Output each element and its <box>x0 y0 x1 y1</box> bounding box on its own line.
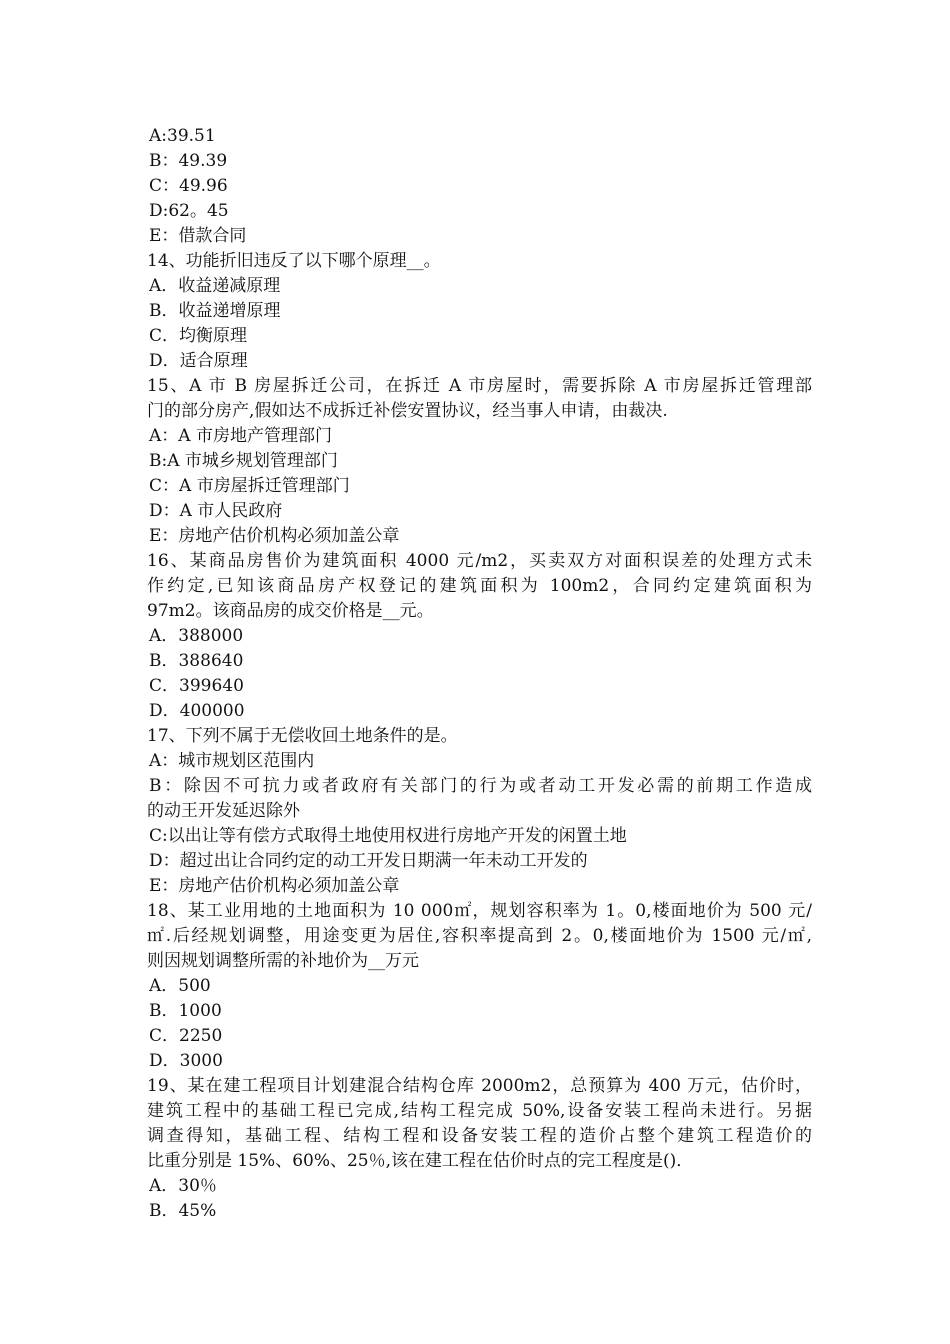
question-line: 18、某工业用地的土地面积为 10 000㎡，规划容积率为 1。0,楼面地价为 500 元/ <box>147 901 812 921</box>
option-line: B：49.39 <box>149 151 228 171</box>
option-line: B:A 市城乡规划管理部门 <box>149 451 338 471</box>
option-line: A：城市规划区范围内 <box>149 751 315 771</box>
question-line: 19、某在建工程项目计划建混合结构仓库 2000m2，总预算为 400 万元，估价时， <box>147 1076 812 1096</box>
option-line: B：除因不可抗力或者政府有关部门的行为或者动工开发必需的前期工作造成 <box>149 776 812 796</box>
option-line: C:以出让等有偿方式取得土地使用权进行房地产开发的闲置土地 <box>149 826 627 846</box>
question-line: 比重分别是 15%、60%、25％,该在建工程在估价时点的完工程度是()． <box>147 1151 694 1171</box>
question-line: ㎡.后经规划调整，用途变更为居住,容积率提高到 2。0,楼面地价为 1500 元/㎡, <box>147 926 812 946</box>
option-line: E：房地产估价机构必须加盖公章 <box>149 876 400 896</box>
question-line: 调查得知，基础工程、结构工程和设备安装工程的造价占整个建筑工程造价的 <box>147 1126 812 1146</box>
option-line: A．收益递减原理 <box>149 276 281 296</box>
option-line: B．收益递增原理 <box>149 301 281 321</box>
option-line: D．3000 <box>149 1051 223 1071</box>
option-line: C．均衡原理 <box>149 326 248 346</box>
question-line: 的动王开发延迟除外 <box>147 801 300 821</box>
option-line: D:62。45 <box>149 201 229 221</box>
option-line: A:39.51 <box>149 126 216 146</box>
question-line: 14、功能折旧违反了以下哪个原理__。 <box>147 251 441 271</box>
question-line: 建筑工程中的基础工程已完成,结构工程完成 50%,设备安装工程尚未进行。另据 <box>147 1101 812 1121</box>
option-line: C：49.96 <box>149 176 228 196</box>
option-line: C．399640 <box>149 676 244 696</box>
question-line: 则因规划调整所需的补地价为__万元 <box>147 951 419 971</box>
option-line: A．388000 <box>149 626 244 646</box>
option-line: A．500 <box>149 976 211 996</box>
option-line: E：房地产估价机构必须加盖公章 <box>149 526 400 546</box>
option-line: D：超过出让合同约定的动工开发日期满一年未动工开发的 <box>149 851 588 871</box>
question-line: 门的部分房产,假如达不成拆迁补偿安置协议，经当事人申请，由裁决. <box>147 401 668 421</box>
option-line: B．1000 <box>149 1001 222 1021</box>
option-line: A：A 市房地产管理部门 <box>149 426 332 446</box>
document-page <box>147 124 812 1224</box>
option-line: B．388640 <box>149 651 244 671</box>
option-line: D．400000 <box>149 701 245 721</box>
option-line: E：借款合同 <box>149 226 247 246</box>
question-line: 97m2。该商品房的成交价格是__元。 <box>147 601 434 621</box>
option-line: B．45% <box>149 1201 217 1221</box>
question-line: 作约定,已知该商品房产权登记的建筑面积为 100m2，合同约定建筑面积为 <box>147 576 812 596</box>
question-line: 17、下列不属于无偿收回土地条件的是。 <box>147 726 458 746</box>
option-line: C．2250 <box>149 1026 223 1046</box>
option-line: C：A 市房屋拆迁管理部门 <box>149 476 350 496</box>
option-line: A．30％ <box>149 1176 217 1196</box>
question-line: 15、A 市 B 房屋拆迁公司，在拆迁 A 市房屋时，需要拆除 A 市房屋拆迁管理部 <box>147 376 812 396</box>
question-line: 16、某商品房售价为建筑面积 4000 元/m2，买卖双方对面积误差的处理方式未 <box>147 551 812 571</box>
option-line: D．适合原理 <box>149 351 248 371</box>
option-line: D：A 市人民政府 <box>149 501 283 521</box>
